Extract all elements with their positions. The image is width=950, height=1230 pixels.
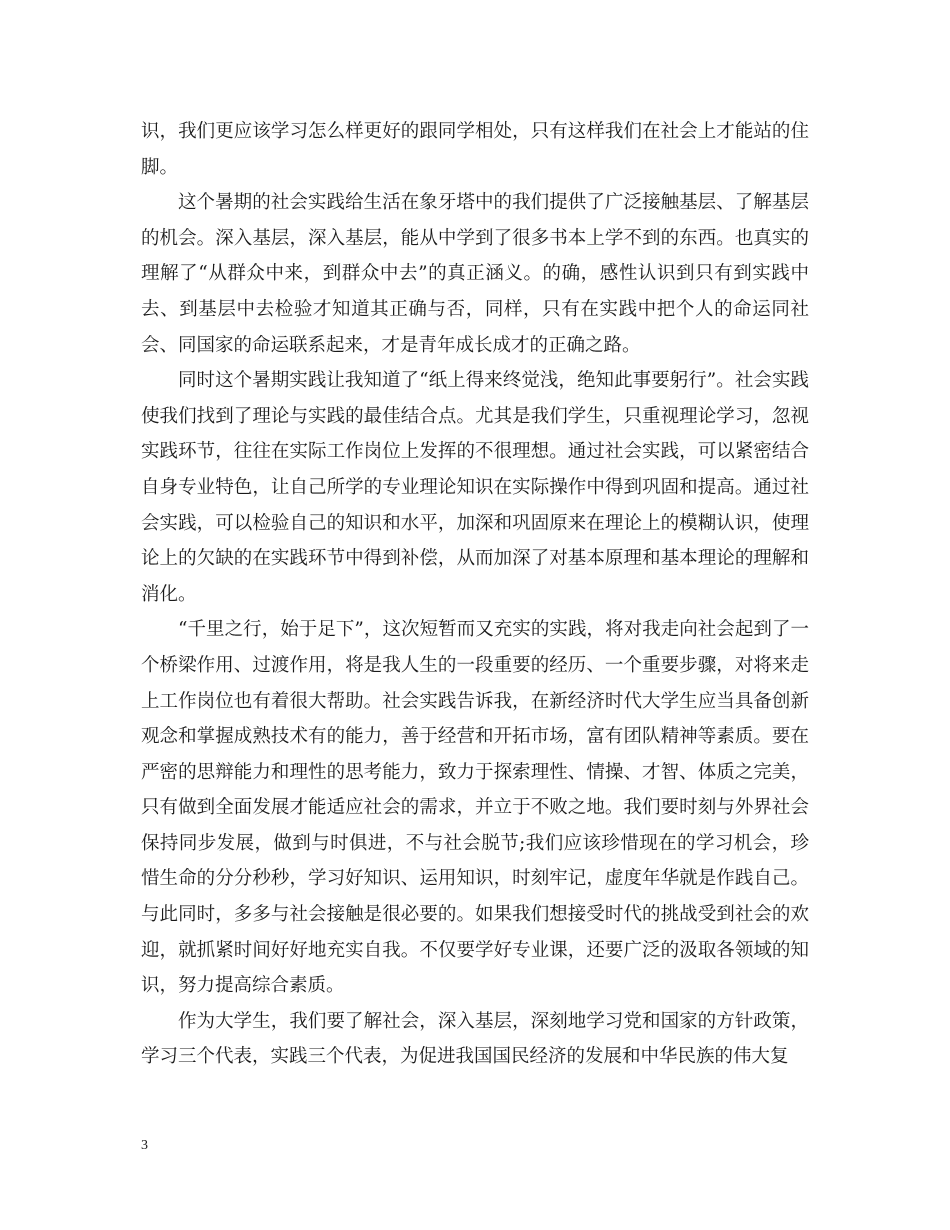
paragraph-4: “千里之行，始于足下”，这次短暂而又充实的实践，将对我走向社会起到了一个桥梁作用、过渡作用，将是我人生的一段重要的经历、一个重要步骤，对将来走上工作岗位也有着很大帮助。社会实践告诉我，在新经济时代大学生应当具备创新观念和掌握成熟技术有的能力，善于经营和开拓市场，富有团队精神等素质。要在严密的思辩能力和理性的思考能力，致力于探索理性、情操、才智、体质之完美，只有做到全面发展才能适应社会的需求，并立于不败之地。我们要时刻与外界社会保持同步发展，做到与时俱进，不与社会脱节;我们应该珍惜现在的学习机会，珍惜生命的分分秒秒，学习好知识、运用知识，时刻牢记，虚度年华就是作践自己。与此同时，多多与社会接触是很必要的。如果我们想接受时代的挑战受到社会的欢迎，就抓紧时间好好地充实自我。不仅要学好专业课，还要广泛的汲取各领域的知识，努力提高综合素质。 (141, 619, 809, 997)
paragraph-3: 同时这个暑期实践让我知道了“纸上得来终觉浅，绝知此事要躬行”。社会实践使我们找到了理论与实践的最佳结合点。尤其是我们学生，只重视理论学习，忽视实践环节，往往在实际工作岗位上发挥的不很理想。通过社会实践，可以紧密结合自身专业特色，让自己所学的专业理论知识在实际操作中得到巩固和提高。通过社会实践，可以检验自己的知识和水平，加深和巩固原来在理论上的模糊认识，使理论上的欠缺的在实践环节中得到补偿，从而加深了对基本原理和基本理论的理解和消化。 (141, 370, 809, 605)
paragraph-5: 作为大学生，我们要了解社会，深入基层，深刻地学习党和国家的方针政策，学习三个代表，实践三个代表，为促进我国国民经济的发展和中华民族的伟大复 (141, 1010, 809, 1068)
paragraph-2: 这个暑期的社会实践给生活在象牙塔中的我们提供了广泛接触基层、了解基层的机会。深入基层，深入基层，能从中学到了很多书本上学不到的东西。也真实的理解了“从群众中来，到群众中去”的真正涵义。的确，感性认识到只有到实践中去、到基层中去检验才知道其正确与否，同样，只有在实践中把个人的命运同社会、同国家的命运联系起来，才是青年成长成才的正确之路。 (141, 192, 809, 356)
page-number: 3 (141, 1138, 148, 1153)
body-text (141, 114, 809, 1075)
paragraph-1: 识，我们更应该学习怎么样更好的跟同学相处，只有这样我们在社会上才能站的住脚。 (141, 121, 809, 178)
